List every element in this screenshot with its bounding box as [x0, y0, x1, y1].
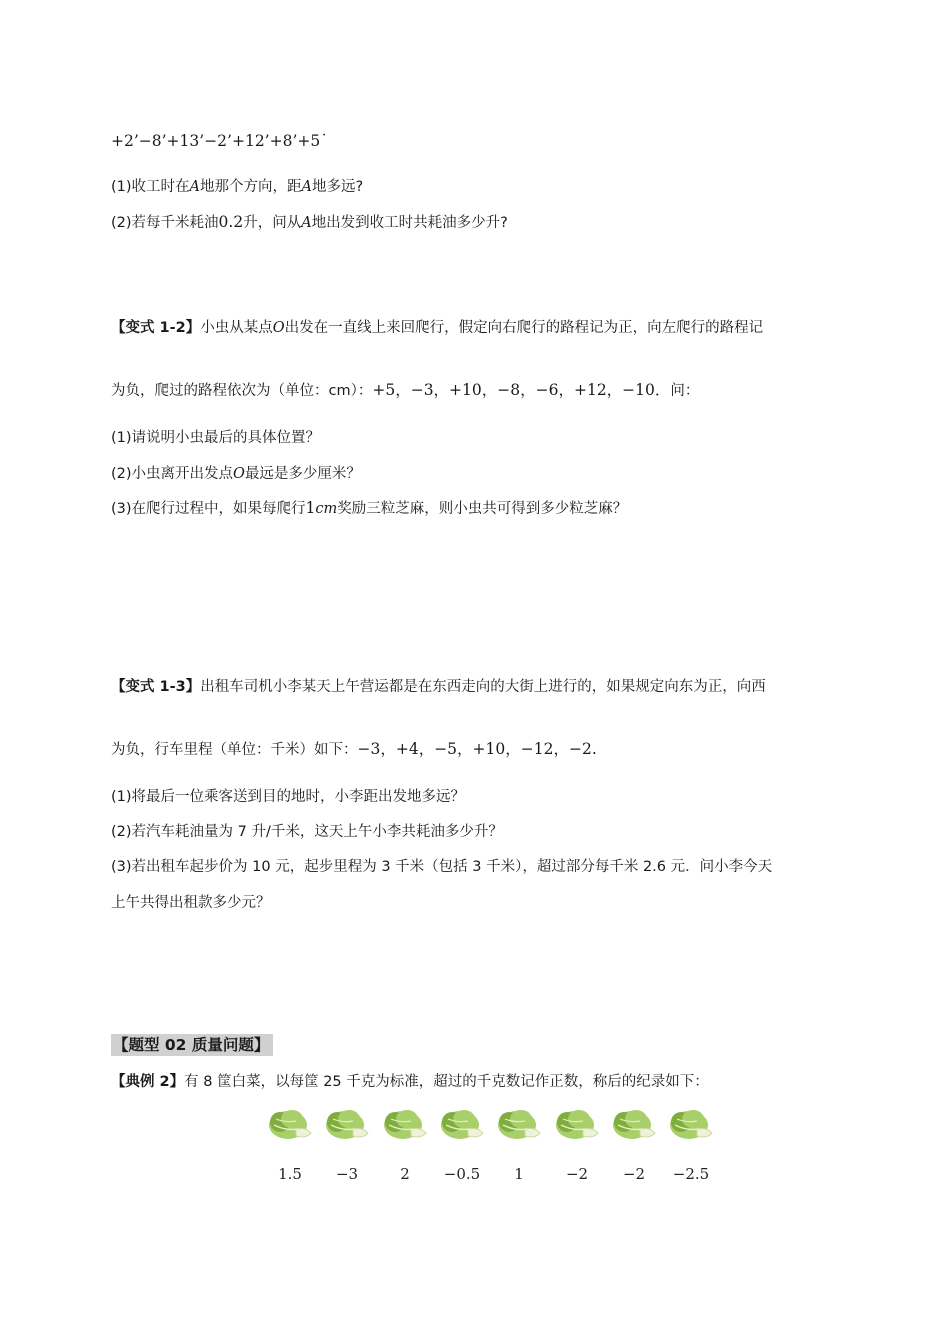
v12-line1-var: O	[272, 320, 285, 336]
v13-line2-a: 为负，行车里程（单位：千米）如下：	[111, 742, 358, 758]
cabbage-icon	[667, 1105, 715, 1145]
q2-num: 0.2	[218, 213, 244, 231]
cabbage-weight-value: −0.5	[443, 1165, 481, 1183]
cabbage-item	[491, 1105, 547, 1195]
cabbage-item	[434, 1105, 490, 1195]
cabbage-item	[663, 1105, 719, 1195]
cabbage-weight-value: 1.5	[278, 1165, 302, 1183]
v12-line2-a: 为负，爬过的路程依次为（单位：cm）：	[111, 383, 373, 399]
v12-q2-var: O	[233, 466, 245, 482]
q1-var: A	[189, 179, 201, 195]
variant-1-2-line2	[111, 380, 699, 401]
cabbage-weight-value: −2	[622, 1165, 646, 1183]
q2-var: A	[301, 215, 312, 231]
cabbage-weight-value: 2	[400, 1165, 410, 1183]
cabbage-item	[606, 1105, 662, 1195]
variant-1-3-tag: 【变式 1-3】	[111, 679, 201, 695]
variant-1-3-q1: (1)将最后一位乘客送到目的地时，小李距出发地多远？	[111, 789, 466, 805]
v12-line1-a: 小虫从某点	[200, 320, 273, 336]
cabbage-item	[319, 1105, 375, 1195]
cabbage-weights-figure	[262, 1105, 722, 1195]
v12-line2-b: 问：	[670, 383, 700, 399]
v12-values: +5，−3，+10，−8，−6，+12，−10．	[372, 381, 671, 399]
cabbage-icon	[438, 1105, 486, 1145]
variant-1-2-tag: 【变式 1-2】	[111, 320, 201, 336]
q2-prefix: (2)若每千米耗油	[111, 215, 219, 231]
v13-values: −3，+4，−5，+10，−12，−2.	[357, 740, 597, 758]
variant-1-2-q1: (1)请说明小虫最后的具体位置？	[111, 430, 321, 446]
variant-1-3-q3-line1: (3)若出租车起步价为 10 元，起步里程为 3 千米（包括 3 千米），超过部分每千米 2.6 元．问小李今天	[111, 859, 773, 875]
cabbage-icon	[266, 1105, 314, 1145]
variant-1-3-line1	[111, 677, 766, 697]
cabbage-icon	[381, 1105, 429, 1145]
question-1	[111, 177, 363, 197]
q1-var2: A	[301, 179, 313, 195]
variant-1-3-q3-line2: 上午共得出租款多少元？	[111, 895, 271, 911]
v13-line1: 出租车司机小李某天上午营运都是在东西走向的大街上进行的，如果规定向东为正，向西	[200, 679, 766, 695]
cabbage-icon	[553, 1105, 601, 1145]
cabbage-weight-value: 1	[514, 1165, 524, 1183]
cabbage-icon	[610, 1105, 658, 1145]
cabbage-item	[549, 1105, 605, 1195]
cabbage-weight-value: −2.5	[672, 1165, 710, 1183]
cabbage-weight-value: −2	[565, 1165, 589, 1183]
q2-mid: 升，问从	[243, 215, 302, 231]
v12-q3-b: 奖励三粒芝麻，则小虫共可得到多少粒芝麻？	[337, 501, 628, 517]
v12-q2-a: (2)小虫离开出发点	[111, 466, 234, 482]
q1-prefix: (1)收工时在	[111, 179, 190, 195]
section-heading: 【题型 02 质量问题】	[111, 1034, 273, 1056]
cabbage-icon	[323, 1105, 371, 1145]
distance-values-line: +2’−8’+13’−2’+12’+8’+5˙	[111, 132, 328, 150]
v12-q2-b: 最远是多少厘米？	[244, 466, 361, 482]
cabbage-item	[377, 1105, 433, 1195]
variant-1-2-q3	[111, 498, 627, 519]
v12-q3-unit: cm	[315, 501, 338, 517]
variant-1-2-q2	[111, 464, 361, 484]
cabbage-item	[262, 1105, 318, 1195]
variant-1-3-line2	[111, 739, 597, 760]
v12-q3-a: (3)在爬行过程中，如果每爬行	[111, 501, 306, 517]
example-2-tag: 【典例 2】	[111, 1074, 185, 1090]
question-2	[111, 212, 508, 233]
v12-line1-b: 出发在一直线上来回爬行，假定向右爬行的路程记为正，向左爬行的路程记	[284, 320, 764, 336]
variant-1-2-line1	[111, 318, 763, 338]
example-2-text: 有 8 筐白菜，以每筐 25 千克为标准，超过的千克数记作正数，称后的纪录如下：	[184, 1074, 709, 1090]
q1-suffix: 地多远?	[312, 179, 364, 195]
q1-mid: 地那个方向，距	[200, 179, 302, 195]
cabbage-icon	[495, 1105, 543, 1145]
v12-q3-num: 1	[305, 499, 316, 517]
q2-suffix: 地出发到收工时共耗油多少升?	[311, 215, 508, 231]
example-2-line	[111, 1072, 709, 1092]
cabbage-weight-value: −3	[335, 1165, 359, 1183]
variant-1-3-q2: (2)若汽车耗油量为 7 升/千米，这天上午小李共耗油多少升？	[111, 824, 503, 840]
